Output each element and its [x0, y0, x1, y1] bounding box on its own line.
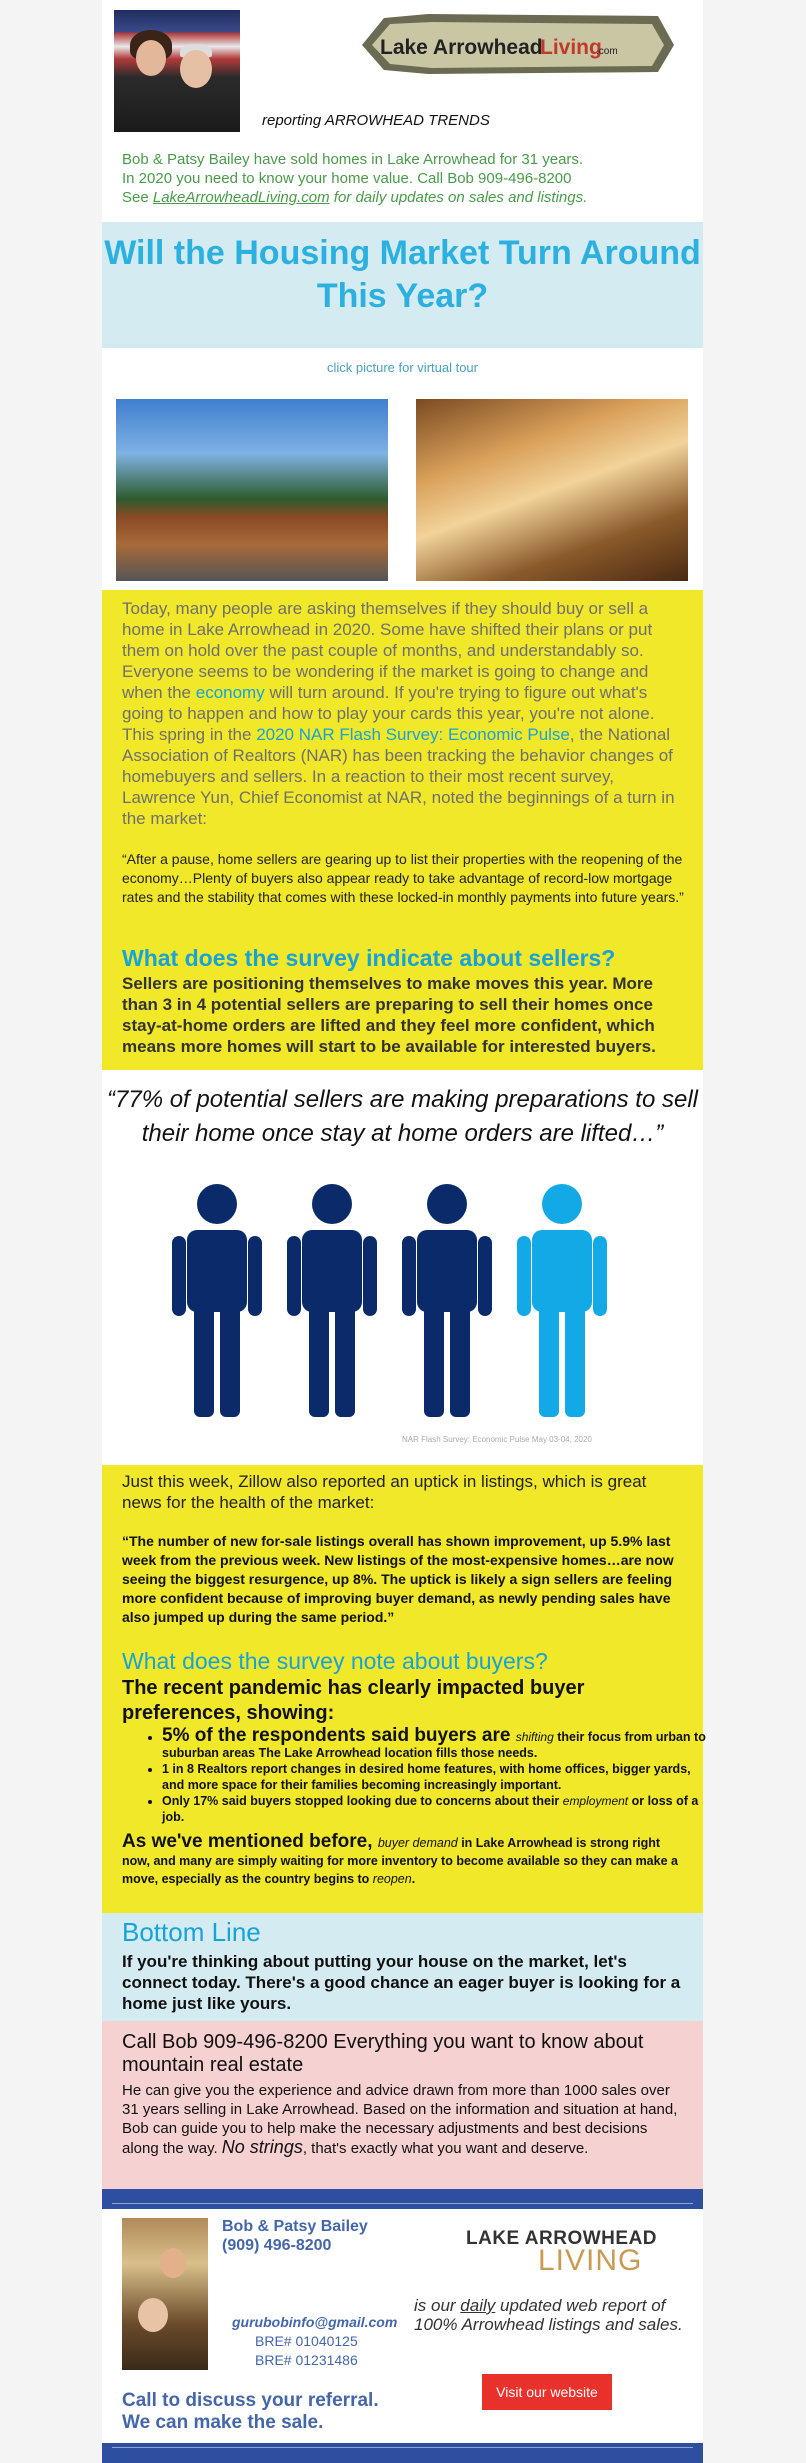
footer-logo-line1: LAKE ARROWHEAD — [466, 2228, 658, 2249]
people-graphic — [142, 1180, 622, 1420]
hero-title: Will the Housing Market Turn Around This Year? — [104, 234, 701, 315]
person-icon — [172, 1184, 262, 1417]
house-exterior-photo[interactable] — [116, 399, 388, 581]
divider-band-bottom — [102, 2443, 703, 2463]
sellers-paragraph: Sellers are positioning themselves to make moves this year. More than 3 in 4 potential sellers are preparing to sell their homes once stay-at-home orders are lifted and they feel more confident, which means more homes will start to be available for interested buyers. — [122, 974, 656, 1056]
divider-band-top — [102, 2189, 703, 2209]
person-icon — [402, 1184, 492, 1417]
daily-report-text: is our daily updated web report of 100% Arrowhead listings and sales. — [414, 2296, 683, 2334]
intro-line-1: Bob & Patsy Bailey have sold homes in Lake Arrowhead for 31 years. — [122, 151, 584, 168]
agent-contact — [222, 2217, 368, 2255]
agent-email[interactable]: gurubobinfo@gmail.com — [232, 2314, 398, 2330]
sellers-heading: What does the survey indicate about sellers? — [122, 945, 616, 971]
intro-line-2: In 2020 you need to know your home value. Call Bob 909-496-8200 — [122, 170, 572, 187]
person-icon — [287, 1184, 377, 1417]
zillow-quote: “The number of new for-sale listings overall has shown improvement, up 5.9% last week from the previous week. New listings of the most-expensive homes…are now seeing the biggest resurgence, up 8%. The uptick is likely a sign sellers are feeling more confident because of improving buyer demand, as newly pending sales have also jumped up during the same period.” — [122, 1533, 674, 1625]
yun-quote: “After a pause, home sellers are gearing up to list their properties with the reopening of the economy…Plenty of buyers also appear ready to take advantage of record-low mortgage rates and the stability that comes with these locked-in monthly payments into future years.” — [122, 851, 684, 905]
buyers-paragraph: The recent pandemic has clearly impacted buyer preferences, showing: — [122, 1677, 585, 1724]
call-paragraph: He can give you the experience and advice drawn from more than 1000 sales over 31 years selling in Lake Arrowhead. Based on the information and situation at hand, Bob can guide you to help make the necessary adjustments and best decisions along the way. No strings, that's exactly what you want and deserve. — [122, 2082, 678, 2157]
intro-paragraph: Today, many people are asking themselves if they should buy or sell a home in Lake Arrowhead in 2020. Some have shifted their plans or put them on hold over the past couple of months, and understandably so. Everyone seems to be wondering if the market is going to change and when the economy will turn around. If you're trying to figure out what's going to happen and how to play your cards this year, you're not alone. This spring in the 2020 NAR Flash Survey: Economic Pulse, the National Association of Realtors (NAR) has been tracking the behavior changes of homebuyers and sellers. In a reaction to their most recent survey, Lawrence Yun, Chief Economist at NAR, noted the beginnings of a turn in the market: — [122, 599, 675, 828]
tagline: reporting ARROWHEAD TRENDS — [262, 112, 490, 129]
call-heading: Call Bob 909-496-8200 Everything you want to know about mountain real estate — [122, 2031, 644, 2076]
economy-link[interactable]: economy — [195, 683, 265, 702]
footer-logo-line2: LIVING — [538, 2244, 643, 2277]
agent-phone[interactable]: (909) 496-8200 — [222, 2237, 332, 2254]
logo-text-accent: Living — [540, 36, 602, 59]
graphic-credit: NAR Flash Survey: Economic Pulse May 03-04, 2020 — [402, 1435, 592, 1444]
lake-arrowhead-living-logo[interactable] — [358, 10, 678, 80]
email-page — [102, 0, 706, 2463]
intro-text — [122, 150, 682, 207]
house-interior-photo[interactable] — [416, 399, 688, 581]
bailey-couple-photo[interactable] — [114, 10, 240, 132]
stat-quote: “77% of potential sellers are making preparations to sell their home once stay at home orders are lifted…” — [107, 1086, 698, 1147]
list-item: • Only 17% said buyers stopped looking due to concerns about their employment or loss of a job. — [162, 1793, 707, 1825]
logo-text-main: Lake Arrowhead — [380, 36, 543, 59]
bre-numbers — [255, 2332, 358, 2370]
bailey-couple-footer-photo — [122, 2218, 208, 2370]
list-item: • 5% of the respondents said buyers are shifting their focus from urban to suburban areas The Lake Arrowhead location fills those needs. — [162, 1728, 707, 1761]
agent-names: Bob & Patsy Bailey — [222, 2218, 368, 2235]
buyers-heading: What does the survey note about buyers? — [122, 1648, 548, 1674]
zillow-paragraph: Just this week, Zillow also reported an uptick in listings, which is great news for the health of the market: — [122, 1472, 647, 1512]
bottom-line-paragraph: If you're thinking about putting your house on the market, let's connect today. There's a good chance an eager buyer is looking for a home just like yours. — [122, 1952, 681, 2013]
hero-banner — [102, 222, 703, 348]
logo-text-com: .com — [596, 46, 618, 57]
bre-number-1: BRE# 01040125 — [255, 2333, 358, 2349]
buyer-preferences-list — [140, 1725, 707, 1825]
person-icon-highlight — [517, 1184, 607, 1417]
intro-line-3: See LakeArrowheadLiving.com for daily updates on sales and listings. — [122, 189, 588, 206]
visit-website-button[interactable]: Visit our website — [482, 2374, 612, 2410]
nar-survey-link[interactable]: 2020 NAR Flash Survey: Economic Pulse — [256, 725, 570, 744]
website-link[interactable]: LakeArrowheadLiving.com — [152, 189, 330, 206]
referral-call-text: Call to discuss your referral. We can make the sale. — [122, 2390, 379, 2433]
bottom-line-heading: Bottom Line — [122, 1917, 261, 1947]
list-item: • 1 in 8 Realtors report changes in desired home features, with home offices, bigger yards, and more space for their families becoming increasingly important. — [162, 1761, 707, 1793]
bre-number-2: BRE# 01231486 — [255, 2352, 358, 2368]
virtual-tour-caption: click picture for virtual tour — [327, 360, 478, 375]
buyer-demand-paragraph: As we've mentioned before, buyer demand in Lake Arrowhead is strong right now, and many are simply waiting for more inventory to become available so they can make a move, especially as the country begins to reopen. — [122, 1831, 678, 1886]
